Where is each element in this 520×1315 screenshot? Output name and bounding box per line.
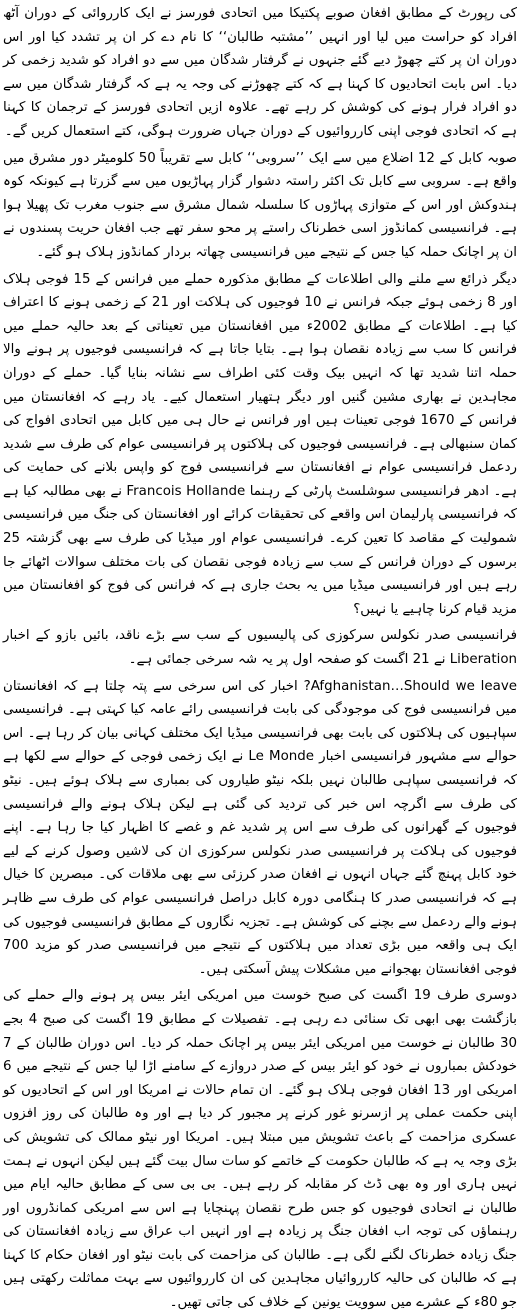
article-paragraph-1: کی رپورٹ کے مطابق افغان صوبے پکتیکا میں اتحادی فورسز نے ایک کارروائی کے دوران آٹھ افراد کو حراست میں لیا اور انہیں ’’مشتبہ طالبان‘‘ کا نام دے کر ان پر تشدد کیا اور اس دوران ان پر کتے چھوڑ دیے گئے جنہوں نے گرفتار شدگان میں سے دو افراد کو شدید زخمی کر دیا۔ اس بابت اتحادیوں کا کہنا ہے کہ کتے چھوڑنے کی وجہ یہ ہے کہ گرفتار شدگان میں سے دو افراد فرار ہونے کی کوشش کر رہے تھے۔ علاوہ ازیں اتحادی فورسز کے ترجمان کا کہنا ہے کہ اتحادی فوجی اپنی کارروائیوں کے دوران جہاں ضرورت ہوگی، کتے استعمال کریں گے۔	[3, 6, 517, 139]
article-paragraph-6: دوسری طرف 19 اگست کی صبح خوست میں امریکی ایئر بیس پر ہونے والے حملے کی بازگشت بھی ابھی تک سنائی دے رہی ہے۔ تفصیلات کے مطابق 19 اگست کی صبح 4 بجے 30 طالبان نے خوست میں امریکی ایئر بیس پر اچانک حملہ کر دیا۔ اس دوران طالبان کے 7 خودکش بمباروں نے خود کو ایئر بیس کے صدر دروازے کے سامنے اڑا لیا جس کے نتیجے میں 6 امریکی اور 13 افغان فوجی ہلاک ہو گئے۔ ان تمام حالات نے امریکا اور اس کے اتحادیوں کو اپنی حکمت عملی پر ازسرنو غور کرنے پر مجبور کر دیا ہے اور وہ طالبان کی روز افزوں عسکری مزاحمت کے باعث تشویش میں مبتلا ہیں۔ امریکا اور نیٹو ممالک کی تشویش کی بڑی وجہ یہ ہے کہ طالبان حکومت کے خاتمے کو سات سال بیت گئے ہیں لیکن انہوں نے ہمت نہیں ہاری اور وہ بھی ڈٹ کر مقابلہ کر رہے ہیں۔ بی بی سی کے مطابق حالیہ ایام میں طالبان نے اتحادی فوجیوں کو جس طرح نقصان پہنچایا ہے اس سے امریکی کمانڈروں اور رہنماؤں کی توجہ اب افغان جنگ پر زیادہ ہے اور انہیں اب عراق سے زیادہ افغانستان کی جنگ زیادہ خطرناک لگنے لگی ہے۔ طالبان کی مزاحمت کی بابت نیٹو اور افغان حکام کا کہنا ہے کہ طالبان کی حالیہ کارروائیاں مجاہدین کی ان کارروائیوں سے بہت مماثلت رکھتی ہیں جو 80ء کے عشرے میں سوویت یونین کے خلاف کی جاتی تھیں۔	[3, 988, 518, 1311]
article-paragraph-2: صوبہ کابل کے 12 اضلاع میں سے ایک ’’سروبی‘‘ کابل سے تقریباً 50 کلومیٹر دور مشرق میں واقع ہے۔ سروبی سے کابل تک اکثر راستہ دشوار گزار پہاڑیوں میں سے گزرتا ہے کیونکہ کوہ ہندوکش اور اس کے متوازی پہاڑوں کا سلسلہ شمال مشرق سے جنوب مغرب تک پھیلا ہوا ہے۔ فرانسیسی کمانڈوز اسی خطرناک راستے پر محو سفر تھے جب افغان حریت پسندوں نے ان پر اچانک حملہ کیا جس کے نتیجے میں فرانسیسی چھاتہ بردار کمانڈوز ہلاک ہو گئے۔	[3, 150, 517, 260]
article-paragraph-3: دیگر ذرائع سے ملنے والی اطلاعات کے مطابق مذکورہ حملے میں فرانس کے 15 فوجی ہلاک اور 8 زخمی ہوئے جبکہ فرانس نے 10 فوجیوں کی ہلاکت اور 21 کے زخمی ہونے کا اعتراف کیا ہے۔ اطلاعات کے مطابق 2002ء میں افغانستان میں تعیناتی کے بعد حالیہ حملے میں فرانس کا سب سے زیادہ نقصان ہوا ہے۔ بتایا جاتا ہے کہ فرانسیسی فوجیوں پر ہونے والا حملہ اتنا شدید تھا کہ انہیں بیک وقت کئی اطراف سے نشانہ بنایا گیا۔ حملے کے دوران مجاہدین نے بھاری مشین گنیں اور دیگر ہتھیار استعمال کیے۔ یاد رہے کہ افغانستان میں فرانس کے 1670 فوجی تعینات ہیں اور فرانس نے حال ہی میں کابل میں اتحادی افواج کی کمان سنبھالی ہے۔ فرانسیسی فوجیوں کی ہلاکتوں پر فرانسیسی عوام کی طرف سے شدید ردعمل فرانسیسی عوام نے افغانستان سے فرانسیسی فوج کو واپس بلانے کی حمایت کی ہے۔ ادھر فرانسیسی سوشلسٹ پارٹی کے رہنما Francois Hollande نے بھی مطالبہ کیا ہے کہ فرانسیسی پارلیمان اس واقعے کی تحقیقات کرائے اور افغانستان کی جنگ میں فرانسیسی شمولیت کے مقاصد کا تعین کرے۔ فرانسیسی عوام اور میڈیا کی طرف سے بھی گزشتہ 25 برسوں کے دوران فرانس کے سب سے زیادہ فوجی نقصان کی بات مختلف سوالات اٹھائے جا رہے ہیں اور فرانسیسی میڈیا میں یہ بحث جاری ہے کہ فرانس کی فوج کو افغانستان میں مزید قیام کرنا چاہیے یا نہیں؟	[3, 271, 518, 617]
article-paragraph-4: فرانسیسی صدر نکولس سرکوزی کی پالیسیوں کے سب سے بڑے ناقد، بائیں بازو کے اخبار Liberation نے 21 اگست کو صفحہ اول پر یہ شہ سرخی جمائی ہے۔	[3, 628, 517, 668]
article-paragraph-5: Afghanistan…Should we leave? اخبار کی اس سرخی سے پتہ چلتا ہے کہ افغانستان میں فرانسیسی فوج کی موجودگی کی بابت فرانسیسی رائے عامہ کیا کہتی ہے۔ فرانسیسی سپاہیوں کی ہلاکتوں کی بابت بھی فرانسیسی میڈیا ایک مختلف کہانی بیان کر رہا ہے۔ اس حوالے سے مشہور فرانسیسی اخبار Le Monde نے ایک زخمی فوجی کے حوالے سے لکھا ہے کہ فرانسیسی سپاہی طالبان نہیں بلکہ نیٹو طیاروں کی بمباری سے ہلاک ہوئے ہیں۔ نیٹو کی طرف سے اگرچہ اس خبر کی تردید کی گئی ہے لیکن ہلاک ہونے والے فرانسیسی فوجیوں کے گھرانوں کی طرف سے اس پر شدید غم و غصے کا اظہار کیا جا رہا ہے۔ اپنے فوجیوں کی ہلاکت پر فرانسیسی صدر نکولس سرکوزی ان کی لاشیں وصول کرنے کے لیے خود کابل پہنچ گئے جہاں انہوں نے افغان صدر کرزئی سے بھی ملاقات کی۔ مبصرین کا خیال ہے کہ فرانسیسی صدر کا ہنگامی دورہ کابل دراصل فرانسیسی عوام کی طرف سے ظاہر ہونے والے ردعمل سے بچنے کی کوشش ہے۔ تجزیہ نگاروں کے مطابق فرانسیسی فوجیوں کی ایک ہی واقعہ میں بڑی تعداد میں ہلاکتوں کے نتیجے میں فرانسیسی صدر کو مزید 700 فوجی افغانستان بھجوانے میں مشکلات پیش آسکتی ہیں۔	[3, 678, 517, 977]
